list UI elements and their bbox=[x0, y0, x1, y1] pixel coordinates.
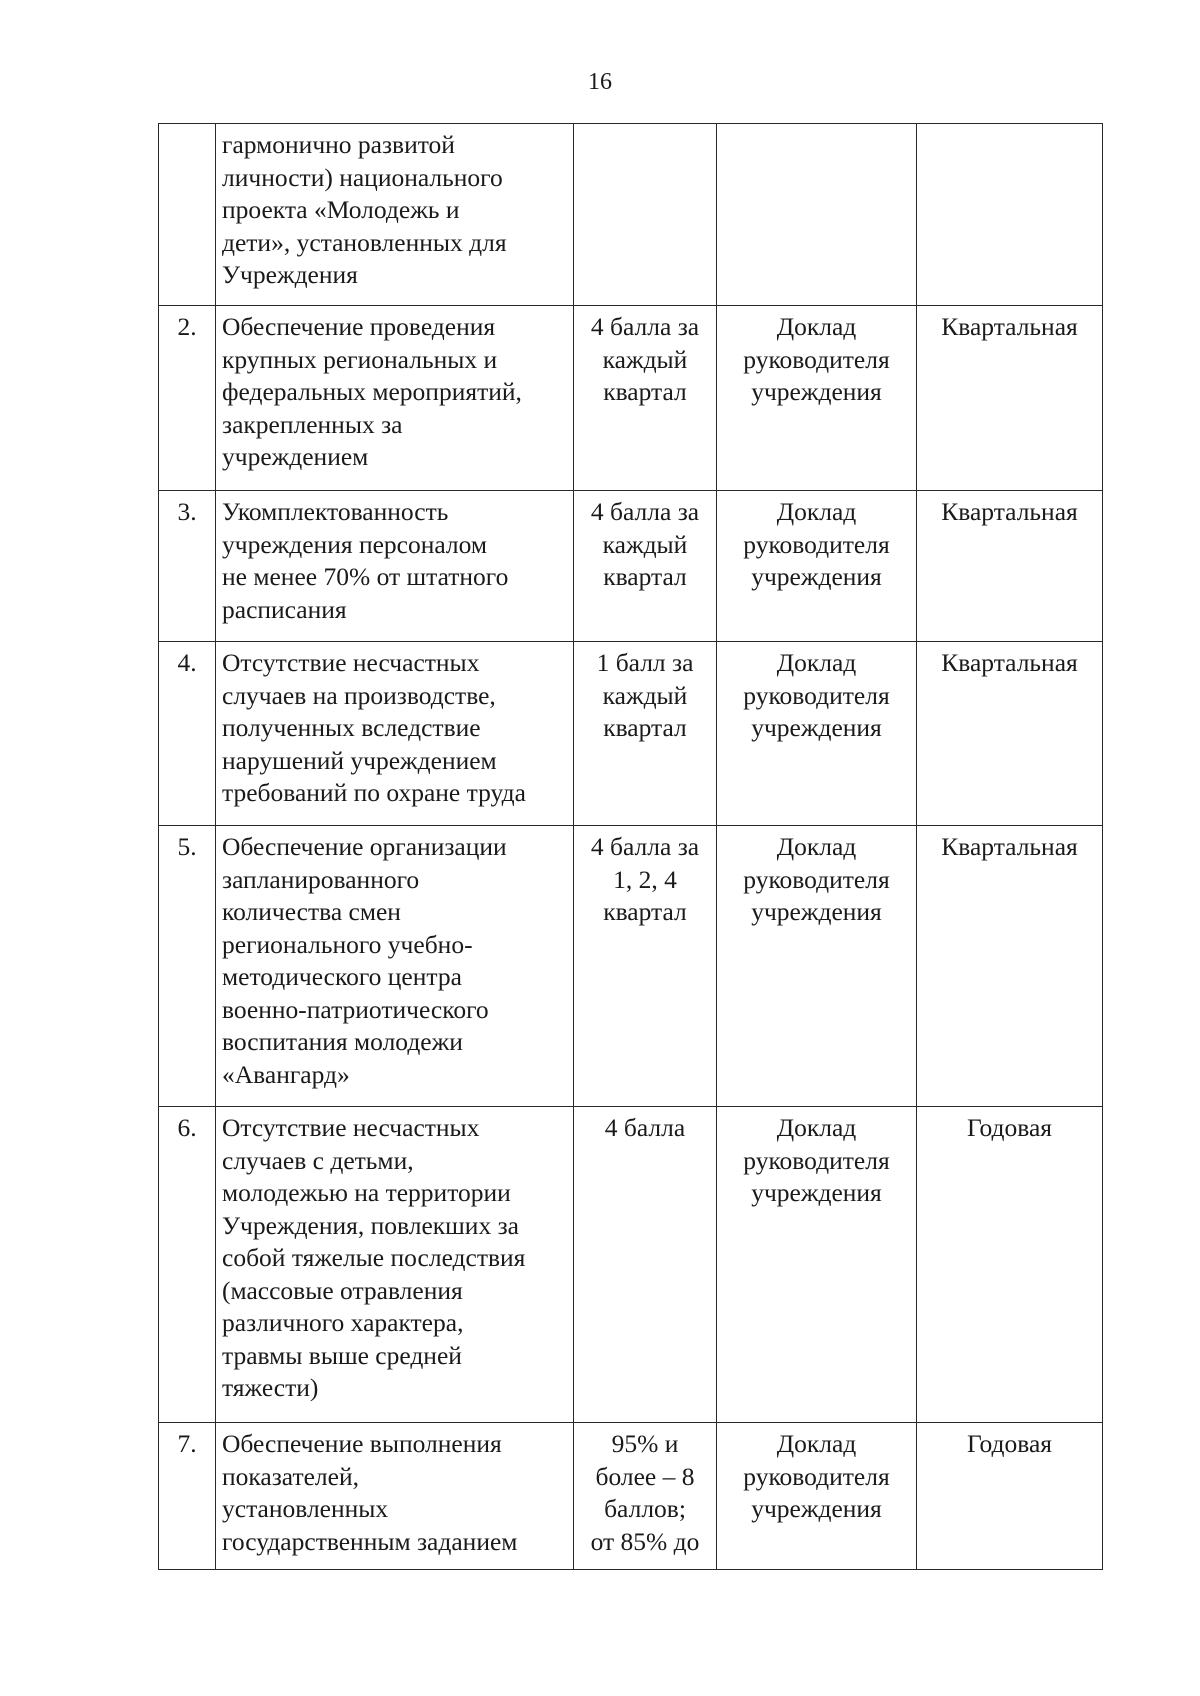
source-cell: Доклад руководителя учреждения bbox=[717, 491, 917, 642]
table-row bbox=[159, 491, 1103, 642]
score-cell: 95% и более – 8 баллов; от 85% до bbox=[574, 1423, 717, 1570]
indicator-cell: Обеспечение выполнения показателей, установленных государственным заданием bbox=[216, 1423, 574, 1570]
periodicity-cell: Годовая bbox=[917, 1423, 1103, 1570]
table-row bbox=[159, 306, 1103, 491]
source-cell bbox=[717, 124, 917, 306]
table-row bbox=[159, 826, 1103, 1107]
score-cell bbox=[574, 124, 717, 306]
indicator-cell: Отсутствие несчастных случаев на производстве, полученных вследствие нарушений учреждением требований по охране труда bbox=[216, 642, 574, 826]
periodicity-cell bbox=[917, 124, 1103, 306]
row-number: 4. bbox=[159, 642, 216, 826]
score-cell: 4 балла за 1, 2, 4 квартал bbox=[574, 826, 717, 1107]
row-number: 6. bbox=[159, 1107, 216, 1423]
page-number: 16 bbox=[588, 69, 612, 95]
row-number bbox=[159, 124, 216, 306]
source-cell: Доклад руководителя учреждения bbox=[717, 1107, 917, 1423]
table-row bbox=[159, 1423, 1103, 1570]
indicator-cell: Отсутствие несчастных случаев с детьми, молодежью на территории Учреждения, повлекших за собой тяжелые последствия (массовые отравления различного характера, травмы выше средней тяжести) bbox=[216, 1107, 574, 1423]
criteria-table bbox=[158, 123, 1103, 1570]
indicator-cell: Обеспечение организации запланированного количества смен регионального учебно- методического центра военно-патриотического воспитания молодежи «Авангард» bbox=[216, 826, 574, 1107]
row-number: 3. bbox=[159, 491, 216, 642]
source-cell: Доклад руководителя учреждения bbox=[717, 306, 917, 491]
indicator-cell: Укомплектованность учреждения персоналом не менее 70% от штатного расписания bbox=[216, 491, 574, 642]
periodicity-cell: Квартальная bbox=[917, 642, 1103, 826]
source-cell: Доклад руководителя учреждения bbox=[717, 826, 917, 1107]
table-row bbox=[159, 124, 1103, 306]
table-row bbox=[159, 642, 1103, 826]
score-cell: 4 балла bbox=[574, 1107, 717, 1423]
source-cell: Доклад руководителя учреждения bbox=[717, 1423, 917, 1570]
score-cell: 4 балла за каждый квартал bbox=[574, 306, 717, 491]
indicator-cell: гармонично развитой личности) национального проекта «Молодежь и дети», установленных для Учреждения bbox=[216, 124, 574, 306]
row-number: 7. bbox=[159, 1423, 216, 1570]
periodicity-cell: Квартальная bbox=[917, 491, 1103, 642]
periodicity-cell: Квартальная bbox=[917, 306, 1103, 491]
indicator-cell: Обеспечение проведения крупных региональных и федеральных мероприятий, закрепленных за учреждением bbox=[216, 306, 574, 491]
score-cell: 4 балла за каждый квартал bbox=[574, 491, 717, 642]
periodicity-cell: Квартальная bbox=[917, 826, 1103, 1107]
row-number: 2. bbox=[159, 306, 216, 491]
table-row bbox=[159, 1107, 1103, 1423]
score-cell: 1 балл за каждый квартал bbox=[574, 642, 717, 826]
periodicity-cell: Годовая bbox=[917, 1107, 1103, 1423]
row-number: 5. bbox=[159, 826, 216, 1107]
source-cell: Доклад руководителя учреждения bbox=[717, 642, 917, 826]
